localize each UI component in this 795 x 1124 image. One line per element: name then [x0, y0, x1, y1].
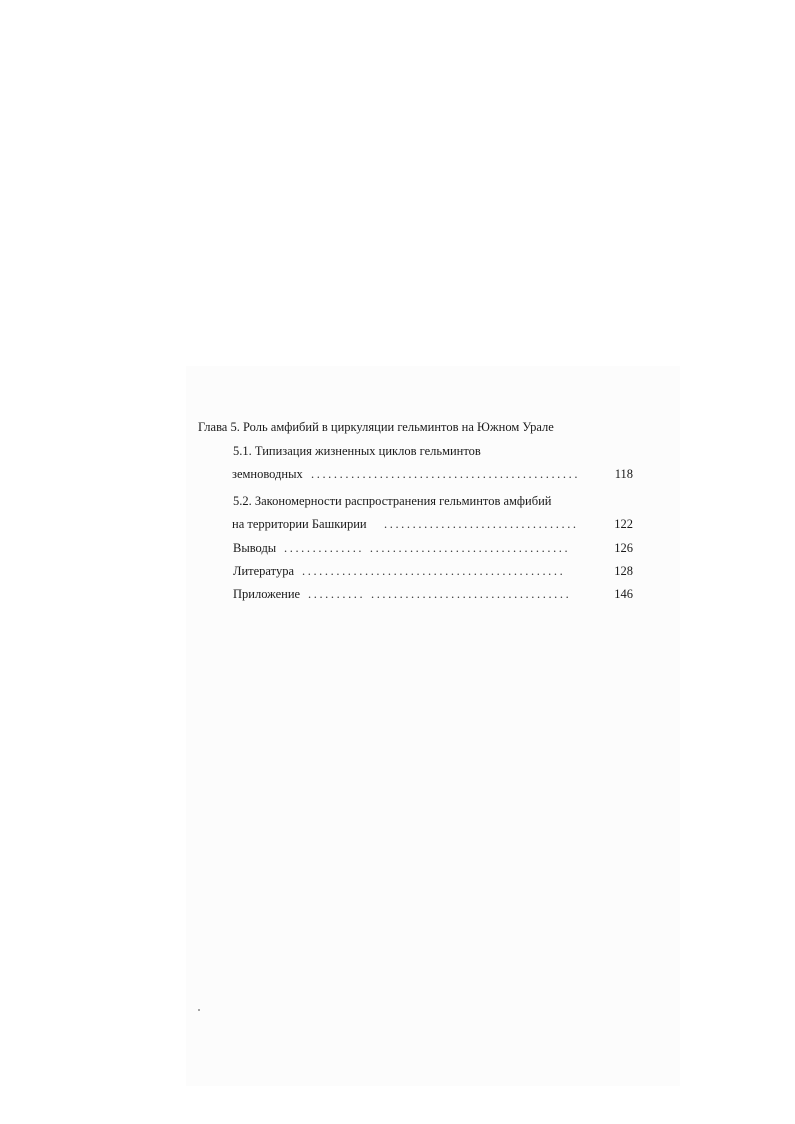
conclusions-title: Выводы — [233, 541, 277, 555]
literature-leader-dots: .............................................. — [302, 564, 566, 578]
section-5-1-title-line1: 5.1. Типизация жизненных циклов гельминтов — [233, 444, 481, 458]
section-5-2-title-line1: 5.2. Закономерности распространения гельминтов амфибий — [233, 494, 552, 508]
literature-page-number: 128 — [614, 564, 633, 578]
section-5-1-page-number: 118 — [614, 467, 633, 481]
scan-speck — [198, 1009, 200, 1011]
section-5-1-leader-dots: ............................................... — [311, 467, 581, 481]
chapter-5-title: Глава 5. Роль амфибий в циркуляции гельминтов на Южном Урале — [198, 420, 554, 434]
section-5-2-page-number: 122 — [614, 517, 633, 531]
conclusions-leader-dots: .............. ................................... — [284, 541, 571, 555]
appendix-title: Приложение — [233, 587, 301, 601]
section-5-2-title-line2: на территории Башкирии — [232, 517, 367, 531]
appendix-page-number: 146 — [614, 587, 633, 601]
literature-title: Литература — [233, 564, 294, 578]
conclusions-page-number: 126 — [614, 541, 633, 555]
appendix-leader-dots: .......... ................................... — [308, 587, 572, 601]
section-5-1-title-line2: земноводных — [232, 467, 303, 481]
section-5-2-leader-dots: .................................. — [384, 517, 579, 531]
